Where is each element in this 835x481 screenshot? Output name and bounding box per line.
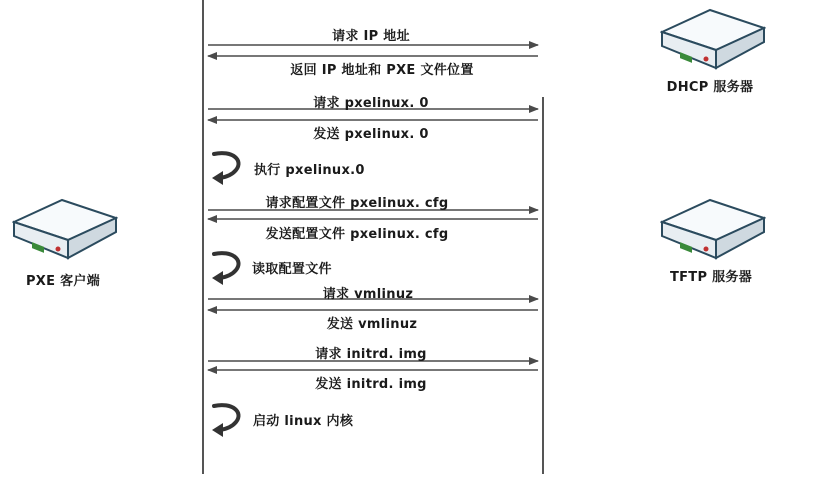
tftp-server-label: TFTP 服务器 [669,270,753,285]
message-label: 发送 pxelinux. 0 [313,127,429,142]
message-label: 请求 IP 地址 [332,29,410,44]
dhcp-server-label: DHCP 服务器 [666,80,754,95]
message-label: 请求 pxelinux. 0 [313,96,429,111]
message-label: 发送 initrd. img [315,377,427,392]
pxe-client-label: PXE 客户端 [25,274,101,289]
loop-arrow-icon [212,253,239,285]
message-label: 请求 vmlinuz [322,287,414,302]
action-label: 执行 pxelinux.0 [254,163,365,178]
pxe-client [12,196,118,266]
dhcp-server [660,6,766,76]
server-icon [660,196,766,262]
action-loops [212,153,239,437]
action-label: 启动 linux 内核 [253,414,354,429]
message-label: 返回 IP 地址和 PXE 文件位置 [290,63,474,78]
server-icon [660,6,766,72]
action-label: 读取配置文件 [252,262,332,277]
tftp-server [660,196,766,266]
loop-arrow-icon [212,153,239,185]
message-label: 请求配置文件 pxelinux. cfg [265,196,449,211]
message-label: 请求 initrd. img [315,347,427,362]
server-icon [12,196,118,262]
loop-arrow-icon [212,405,239,437]
message-label: 发送配置文件 pxelinux. cfg [265,227,449,242]
message-label: 发送 vmlinuz [326,317,418,332]
